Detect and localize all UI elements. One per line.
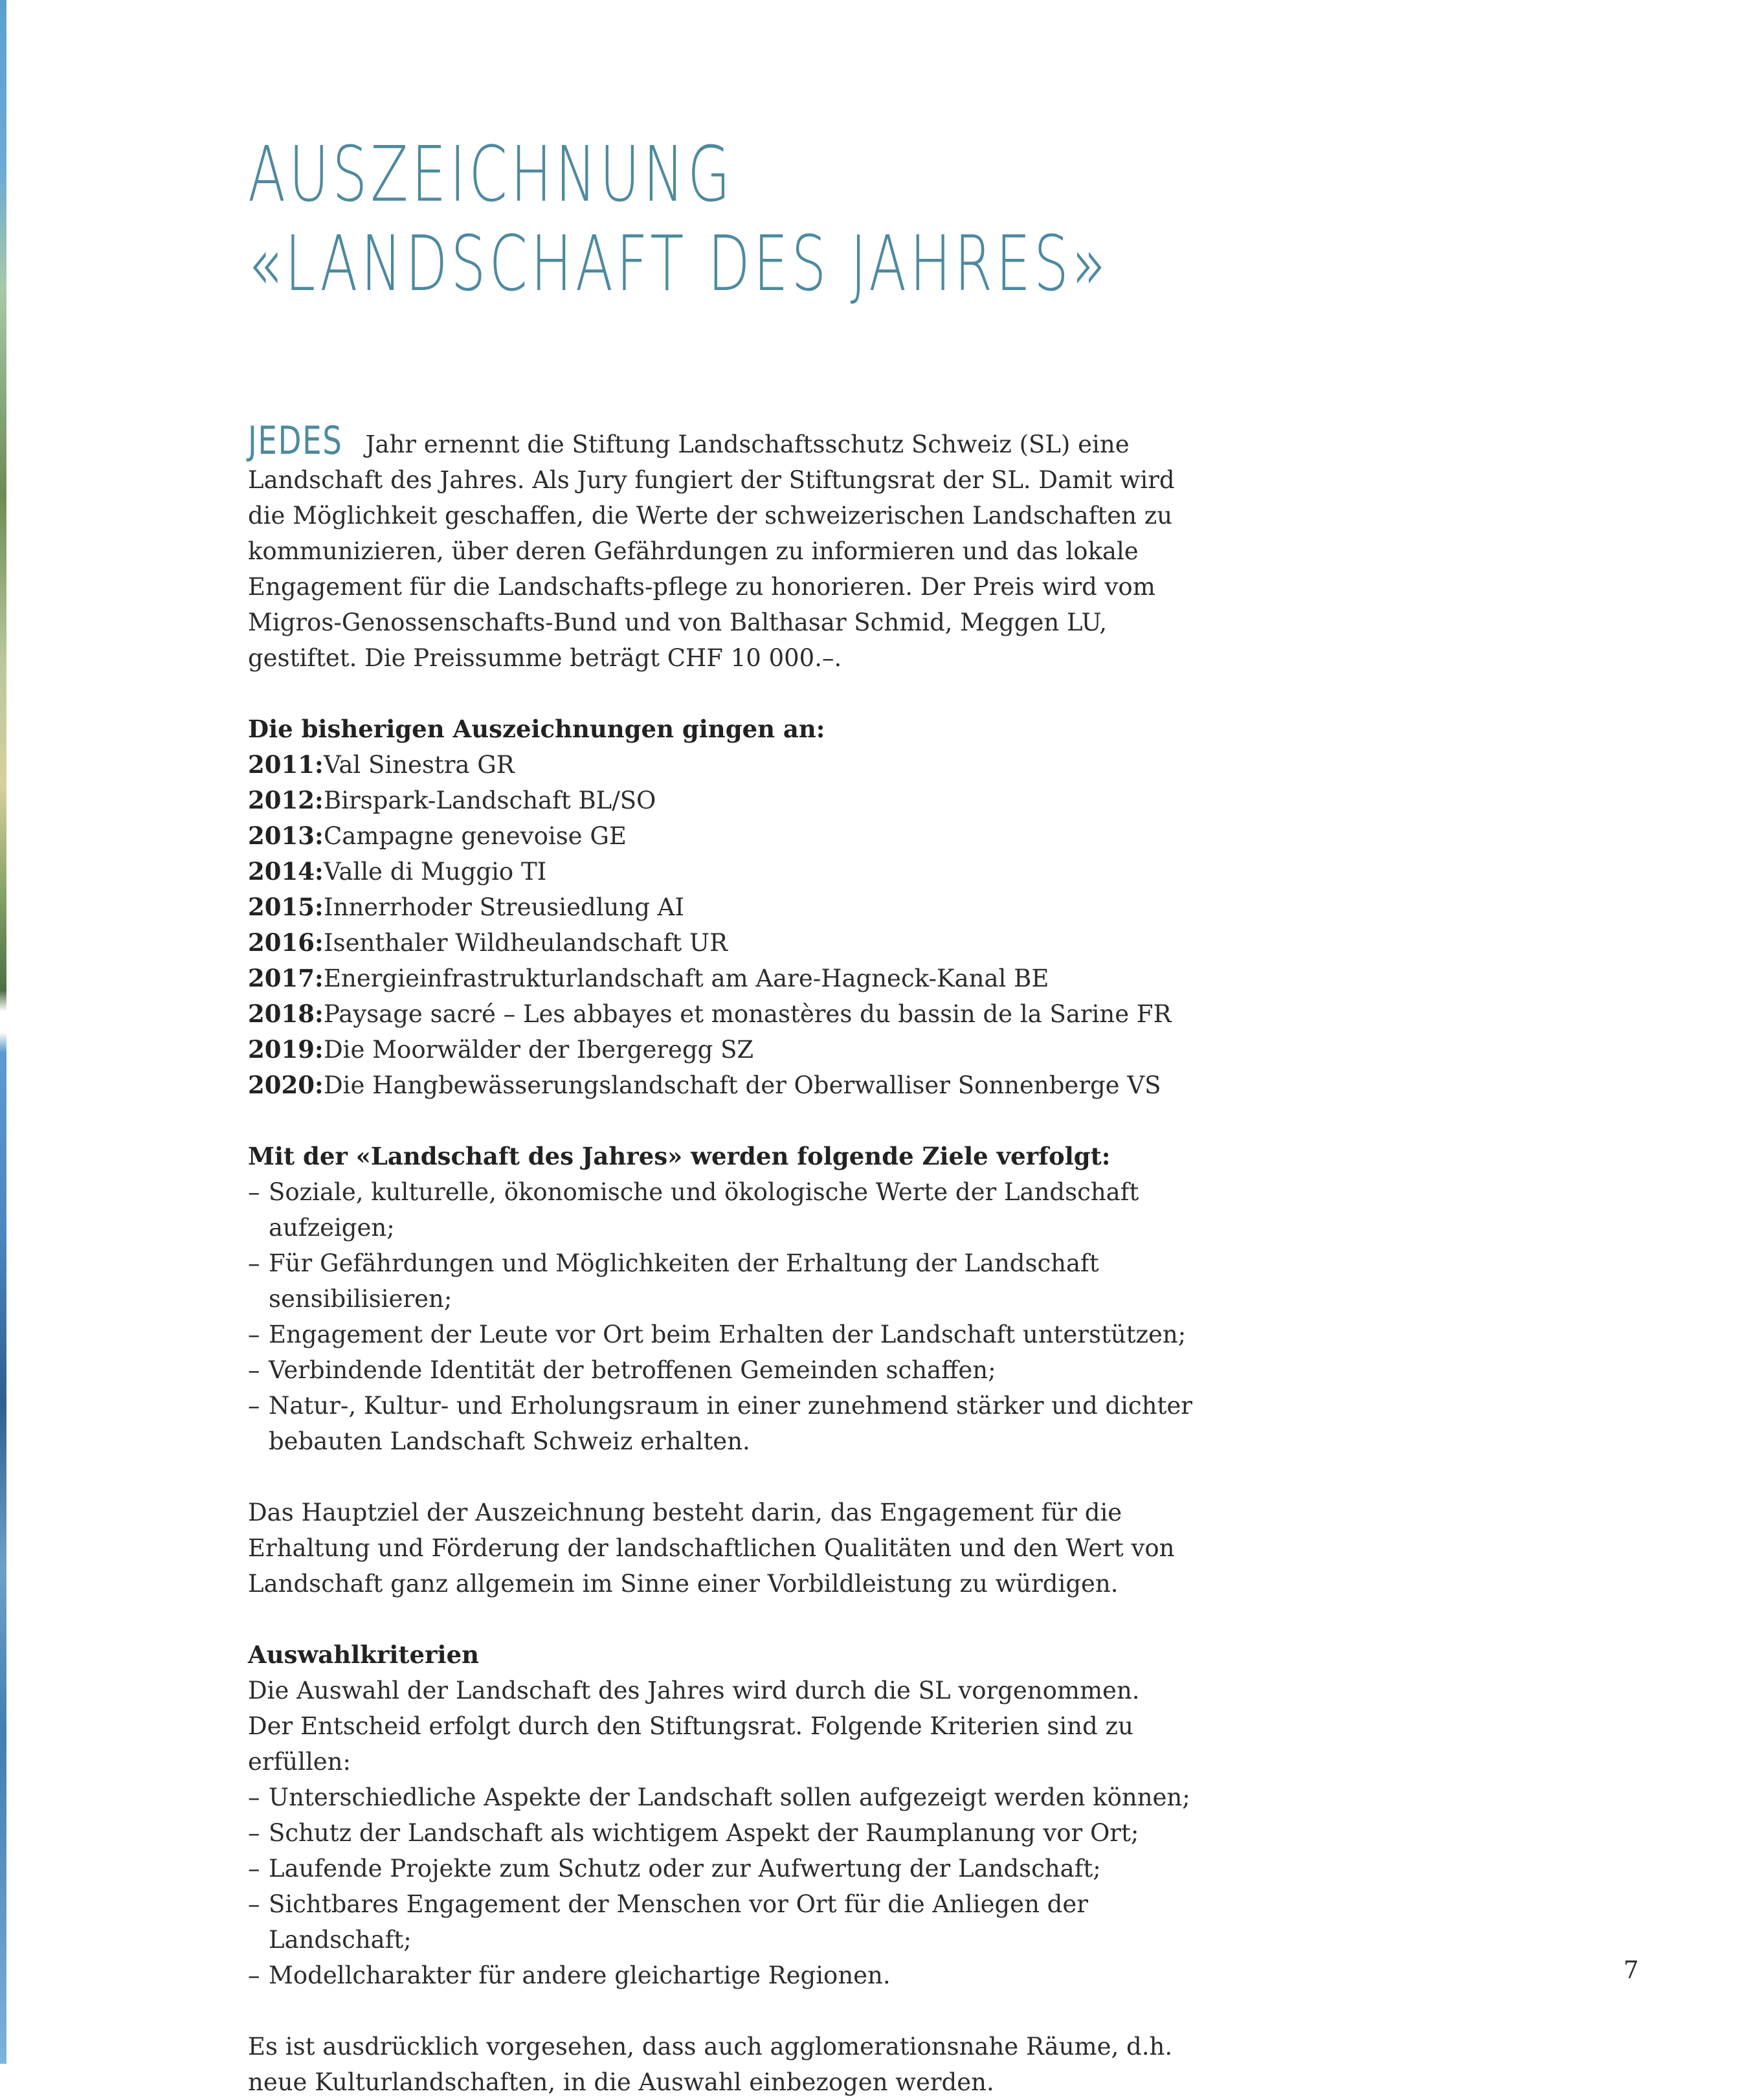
criteria-item — [248, 1851, 1232, 1886]
intro-lead-word: JEDES — [248, 418, 343, 464]
criteria-item — [248, 1886, 1232, 1958]
award-item — [248, 1032, 1232, 1067]
award-name: Campagne genevoise GE — [324, 822, 627, 850]
dash-bullet: – — [248, 1356, 260, 1384]
award-item — [248, 889, 1232, 925]
award-name: Paysage sacré – Les abbayes et monastères du bassin de la Sarine FR — [324, 1000, 1172, 1028]
award-name: Birspark-Landschaft BL/SO — [324, 787, 656, 814]
criteria-item-text: Modellcharakter für andere gleichartige Regionen. — [269, 1961, 891, 1989]
award-item — [248, 996, 1232, 1032]
award-item — [248, 854, 1232, 889]
award-year: 2012: — [248, 786, 324, 814]
award-item — [248, 747, 1232, 783]
dash-bullet: – — [248, 1249, 260, 1277]
goal-item-text: Verbindende Identität der betroffenen Gemeinden schaffen; — [269, 1356, 996, 1384]
dash-bullet: – — [248, 1961, 260, 1989]
page-content — [248, 129, 1232, 2100]
closing-paragraph: Es ist ausdrücklich vorgesehen, dass auch agglomerationsnahe Räume, d.h. neue Kulturlandschaften, in die Auswahl einbezogen werden. — [248, 2033, 1173, 2096]
photo-edge-strip — [0, 0, 6, 2064]
goal-item — [248, 1388, 1232, 1459]
goal-item — [248, 1245, 1232, 1317]
award-year: 2020: — [248, 1071, 324, 1099]
goal-item-text: Engagement der Leute vor Ort beim Erhalten der Landschaft unterstützen; — [269, 1321, 1187, 1348]
intro-paragraph — [248, 418, 1219, 676]
award-name: Valle di Muggio TI — [324, 858, 547, 886]
goal-item-text: Für Gefährdungen und Möglichkeiten der Erhaltung der Landschaft sensibilisieren; — [269, 1249, 1099, 1313]
main-goal-paragraph: Das Hauptziel der Auszeichnung besteht darin, das Engagement für die Erhaltung und Förderung der landschaftlichen Qualitäten und den Wert von Landschaft ganz allgemein im Sinne einer Vorbildleistung zu würdigen. — [248, 1499, 1175, 1598]
title-line-2: «LANDSCHAFT DES JAHRES» — [248, 219, 1110, 308]
criteria-intro-line-1: Die Auswahl der Landschaft des Jahres wird durch die SL vorgenommen. — [248, 1677, 1140, 1704]
award-year: 2011: — [248, 750, 324, 779]
dash-bullet: – — [248, 1392, 260, 1420]
criteria-item — [248, 1815, 1232, 1851]
awards-list — [248, 747, 1232, 1103]
award-year: 2019: — [248, 1035, 324, 1064]
criteria-item-text: Sichtbares Engagement der Menschen vor Ort für die Anliegen der Landschaft; — [269, 1890, 1088, 1954]
award-item — [248, 961, 1232, 996]
award-name: Val Sinestra GR — [324, 751, 515, 779]
award-item — [248, 783, 1232, 818]
award-name: Isenthaler Wildheulandschaft UR — [324, 929, 728, 957]
dash-bullet: – — [248, 1890, 260, 1918]
goal-item — [248, 1352, 1232, 1388]
award-year: 2014: — [248, 857, 324, 886]
criteria-item-text: Unterschiedliche Aspekte der Landschaft sollen aufgezeigt werden können; — [269, 1783, 1190, 1811]
criteria-item — [248, 1780, 1232, 1815]
goal-item — [248, 1174, 1232, 1245]
criteria-intro-line-2: Der Entscheid erfolgt durch den Stiftungsrat. Folgende Kriterien sind zu erfüllen: — [248, 1712, 1133, 1776]
dash-bullet: – — [248, 1819, 260, 1847]
dash-bullet: – — [248, 1321, 260, 1348]
dash-bullet: – — [248, 1783, 260, 1811]
award-name: Energieinfrastrukturlandschaft am Aare-Hagneck-Kanal BE — [324, 965, 1049, 992]
goals-list — [248, 1174, 1232, 1459]
award-year: 2017: — [248, 964, 324, 992]
goals-heading: Mit der «Landschaft des Jahres» werden folgende Ziele verfolgt: — [248, 1142, 1111, 1170]
page-title — [248, 129, 1110, 308]
awards-heading: Die bisherigen Auszeichnungen gingen an: — [248, 715, 825, 743]
award-item — [248, 925, 1232, 961]
award-name: Innerrhoder Streusiedlung AI — [324, 893, 684, 921]
award-item — [248, 1067, 1232, 1103]
criteria-item-text: Schutz der Landschaft als wichtigem Aspekt der Raumplanung vor Ort; — [269, 1819, 1139, 1847]
goals-section — [248, 1139, 1232, 1459]
award-name: Die Hangbewässerungslandschaft der Oberwalliser Sonnenberge VS — [324, 1071, 1161, 1099]
criteria-item-text: Laufende Projekte zum Schutz oder zur Aufwertung der Landschaft; — [269, 1855, 1101, 1882]
criteria-section — [248, 1637, 1232, 1993]
award-year: 2013: — [248, 821, 324, 850]
criteria-list — [248, 1780, 1232, 1993]
intro-text: Jahr ernennt die Stiftung Landschaftsschutz Schweiz (SL) eine Landschaft des Jahres. Als Jury fungiert der Stiftungsrat der SL. Damit wird die Möglichkeit geschaffen, die Werte der schweizerischen Landschaften zu kommunizieren, über deren Gefährdungen zu informieren und das lokale Engagement für die Landschafts-pflege zu honorieren. Der Preis wird vom Migros-Genossenschafts-Bund und von Balthasar Schmid, Meggen LU, gestiftet. Die Preissumme beträgt CHF 10 000.–. — [248, 430, 1175, 672]
goal-item — [248, 1317, 1232, 1352]
award-year: 2016: — [248, 928, 324, 957]
award-year: 2015: — [248, 893, 324, 921]
dash-bullet: – — [248, 1178, 260, 1206]
title-line-1: AUSZEICHNUNG — [248, 129, 733, 219]
award-name: Die Moorwälder der Ibergeregg SZ — [324, 1036, 754, 1064]
goal-item-text: Natur-, Kultur- und Erholungsraum in einer zunehmend stärker und dichter bebauten Landschaft Schweiz erhalten. — [269, 1392, 1192, 1455]
criteria-heading: Auswahlkriterien — [248, 1640, 480, 1669]
criteria-item — [248, 1958, 1232, 1993]
award-item — [248, 818, 1232, 854]
dash-bullet: – — [248, 1855, 260, 1882]
awards-section — [248, 711, 1232, 1103]
page-number: 7 — [1623, 1956, 1639, 1984]
award-year: 2018: — [248, 1000, 324, 1028]
goal-item-text: Soziale, kulturelle, ökonomische und ökologische Werte der Landschaft aufzeigen; — [269, 1178, 1139, 1242]
